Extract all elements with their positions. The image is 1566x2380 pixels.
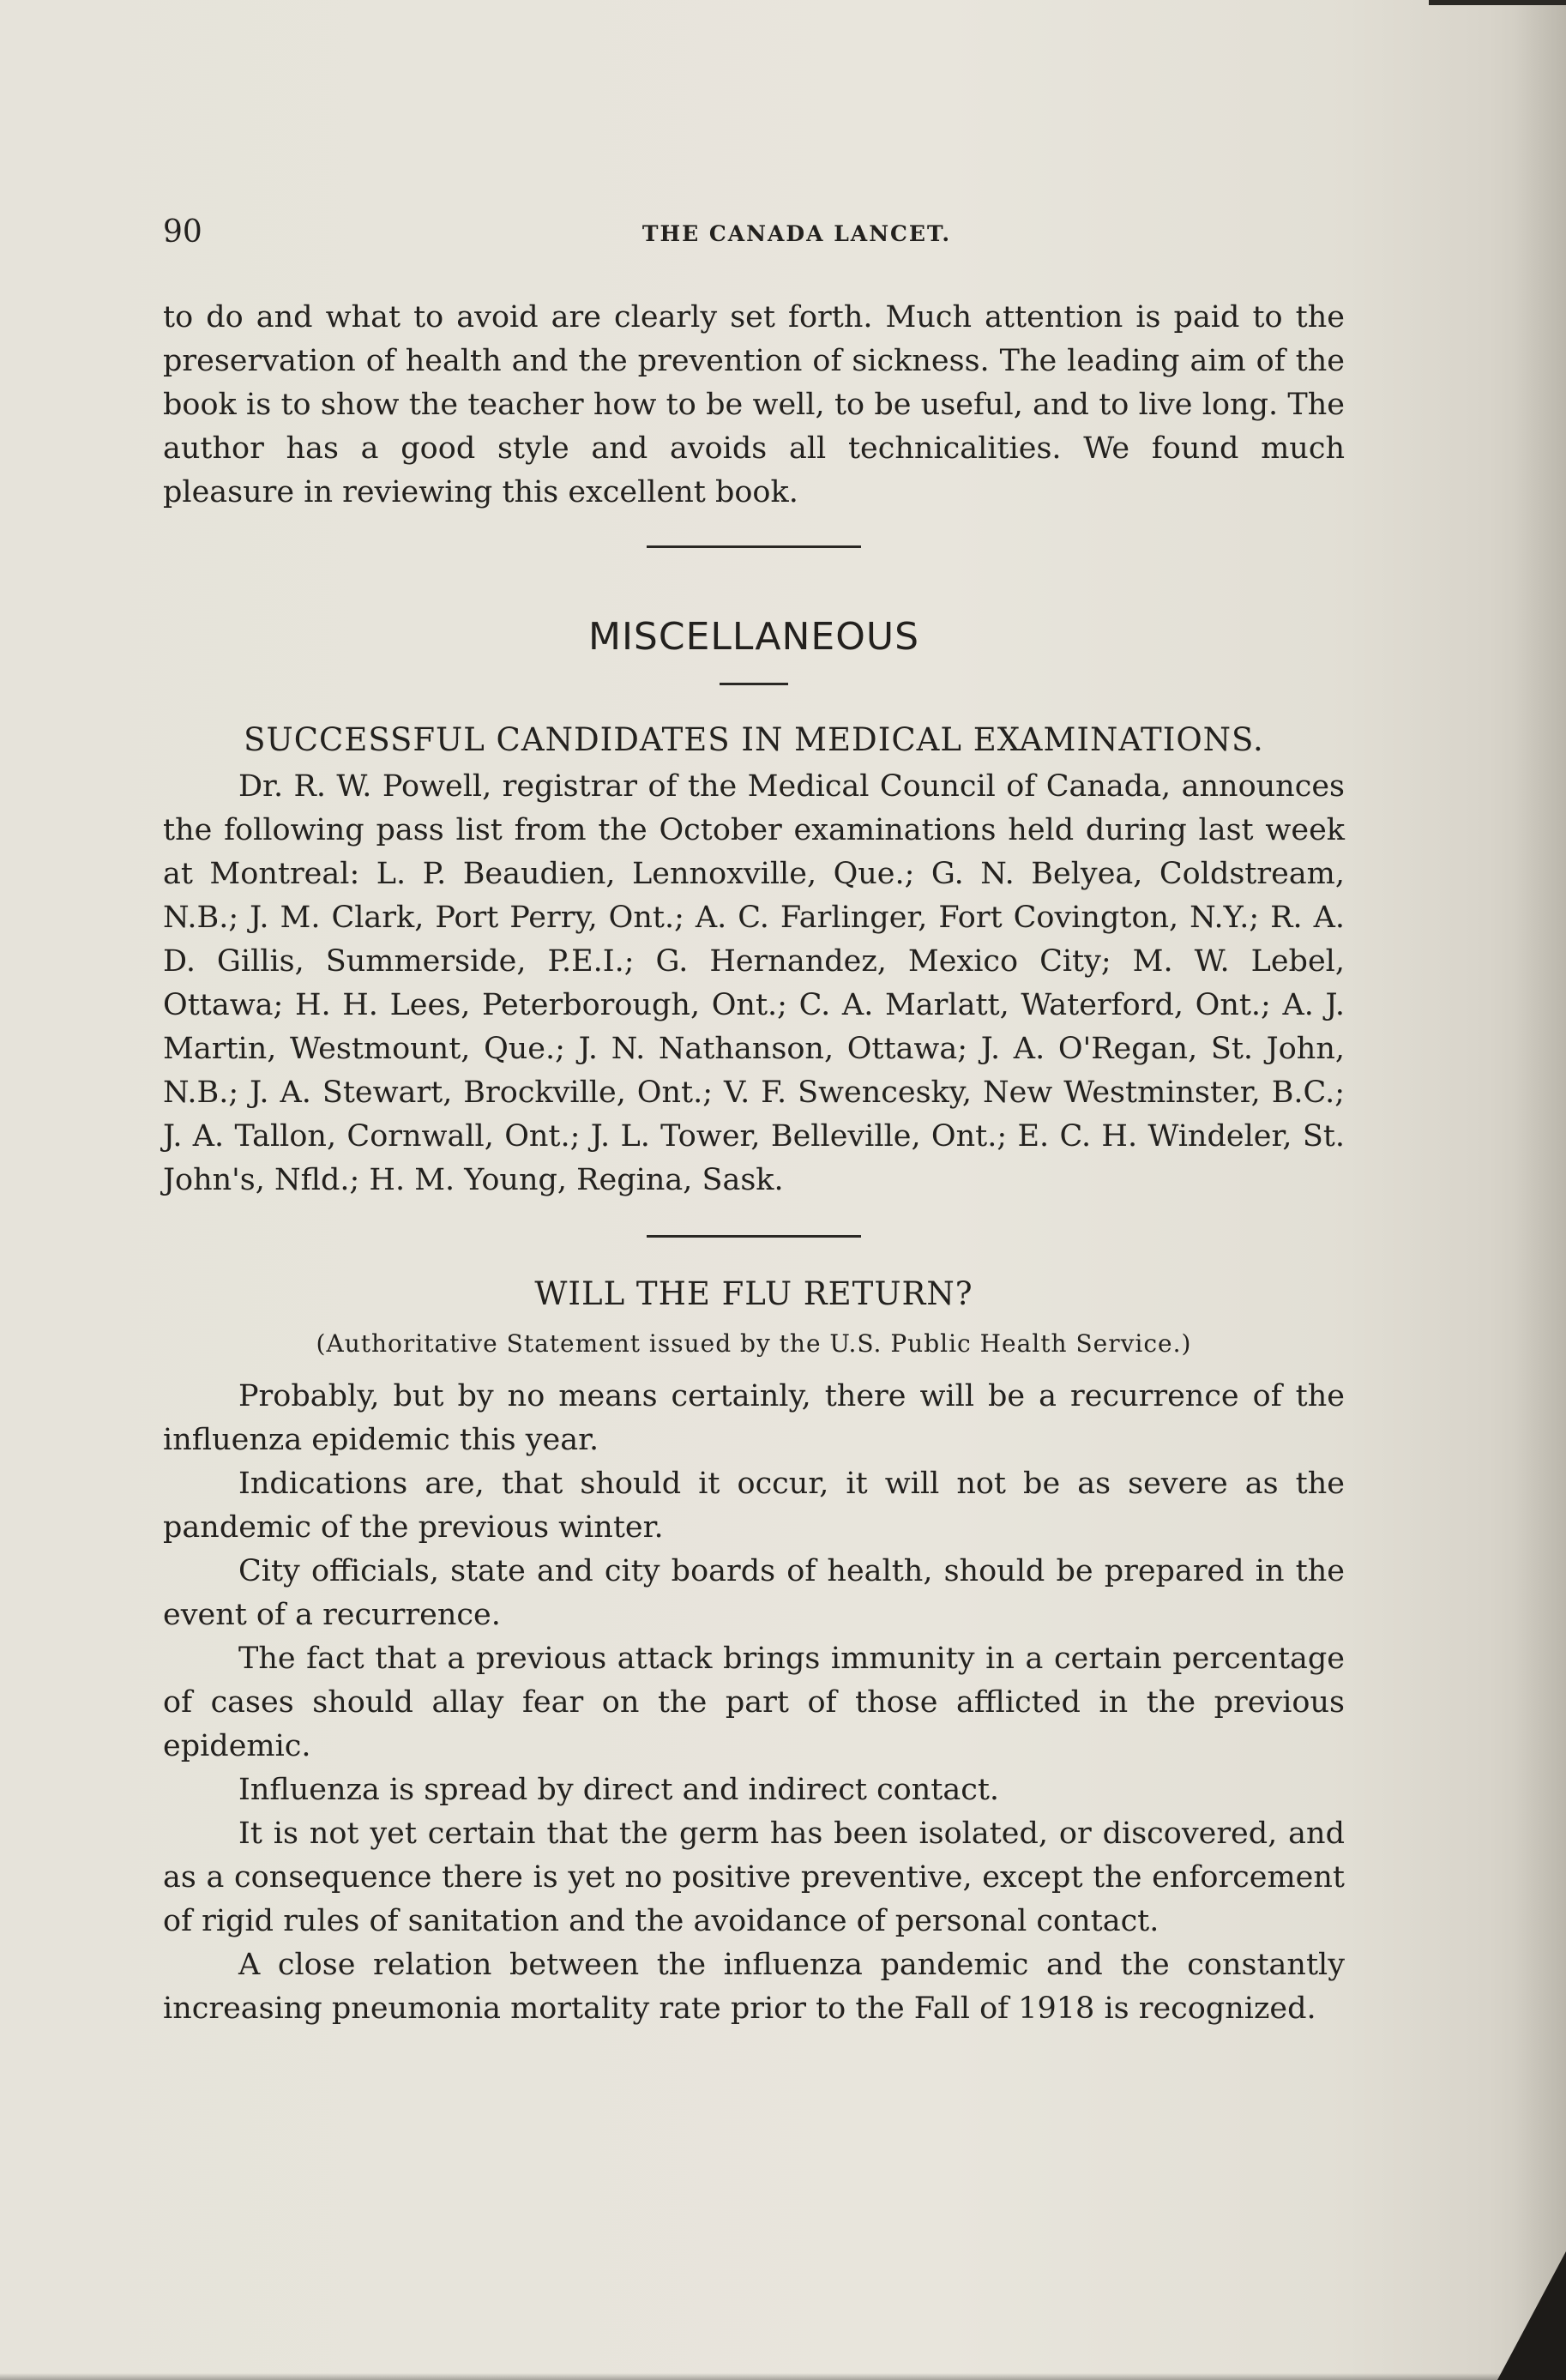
section-title: MISCELLANEOUS (587, 615, 919, 659)
flu-paragraph: Probably, but by no means certainly, there will be a recurrence of the influenza epidemic this year. (163, 1379, 1345, 1457)
page-edge-shadow (1515, 0, 1566, 2380)
corner-shadow (1497, 2251, 1566, 2380)
page-content (163, 214, 1345, 2031)
flu-paragraph: Indications are, that should it occur, it will not be as severe as the pandemic of the previous winter. (163, 1467, 1345, 1545)
candidates-paragraph: Dr. R. W. Powell, registrar of the Medical Council of Canada, announces the following pass list from the October examinations held during last week at Montreal: L. P. Beaudien, Lennoxville, Que.; G. N. Belyea, Coldstream, N.B.; J. M. Clark, Port Perry, Ont.; A. C. Farlinger, Fort Covington, N.Y.; R. A. D. Gillis, Summerside, P.E.I.; G. Hernandez, Mexico City; M. W. Lebel, Ottawa; H. H. Lees, Peterborough, Ont.; C. A. Marlatt, Waterford, Ont.; A. J. Martin, Westmount, Que.; J. N. Nathanson, Ottawa; J. A. O'Regan, St. John, N.B.; J. A. Stewart, Brockville, Ont.; V. F. Swencesky, New Westminster, B.C.; J. A. Tallon, Cornwall, Ont.; J. L. Tower, Belleville, Ont.; E. C. H. Windeler, St. John's, Nfld.; H. M. Young, Regina, Sask. (163, 769, 1345, 1197)
flu-subheading: (Authoritative Statement issued by the U.S. Public Health Service.) (316, 1329, 1192, 1358)
section-divider (647, 545, 861, 548)
top-edge-mark (1429, 0, 1566, 5)
journal-title: THE CANADA LANCET. (641, 221, 952, 246)
flu-paragraph: A close relation between the influenza pandemic and the constantly increasing pneumonia mortality rate prior to the Fall of 1918 is recognized. (163, 1948, 1345, 2026)
flu-paragraph: It is not yet certain that the germ has been isolated, or discovered, and as a consequence there is yet no positive preventive, except the enforcement of rigid rules of sanitation and the avoidance of personal contact. (163, 1817, 1345, 1938)
spacer (163, 515, 1345, 545)
page-number: 90 (163, 214, 202, 250)
section-title-underline (720, 683, 788, 685)
article-divider (647, 1235, 861, 1238)
flu-paragraph: The fact that a previous attack brings immunity in a certain percentage of cases should allay fear on the part of those afflicted in the previous epidemic. (163, 1642, 1345, 1763)
running-head (163, 214, 1345, 249)
spacer (163, 1202, 1345, 1235)
review-continuation-paragraph: to do and what to avoid are clearly set forth. Much attention is paid to the preservation of health and the prevention of sickness. The leading aim of the book is to show the teacher how to be well, to be useful, and to live long. The author has a good style and avoids all technicalities. We found much pleasure in reviewing this excellent book. (163, 300, 1345, 509)
flu-paragraph: Influenza is spread by direct and indirect contact. (238, 1773, 1000, 1807)
candidates-heading: SUCCESSFUL CANDIDATES IN MEDICAL EXAMINATIONS. (244, 721, 1264, 758)
flu-heading: WILL THE FLU RETURN? (534, 1275, 973, 1312)
bottom-edge-shadow (0, 2373, 1566, 2380)
flu-paragraph: City officials, state and city boards of health, should be prepared in the event of a recurrence. (163, 1554, 1345, 1632)
